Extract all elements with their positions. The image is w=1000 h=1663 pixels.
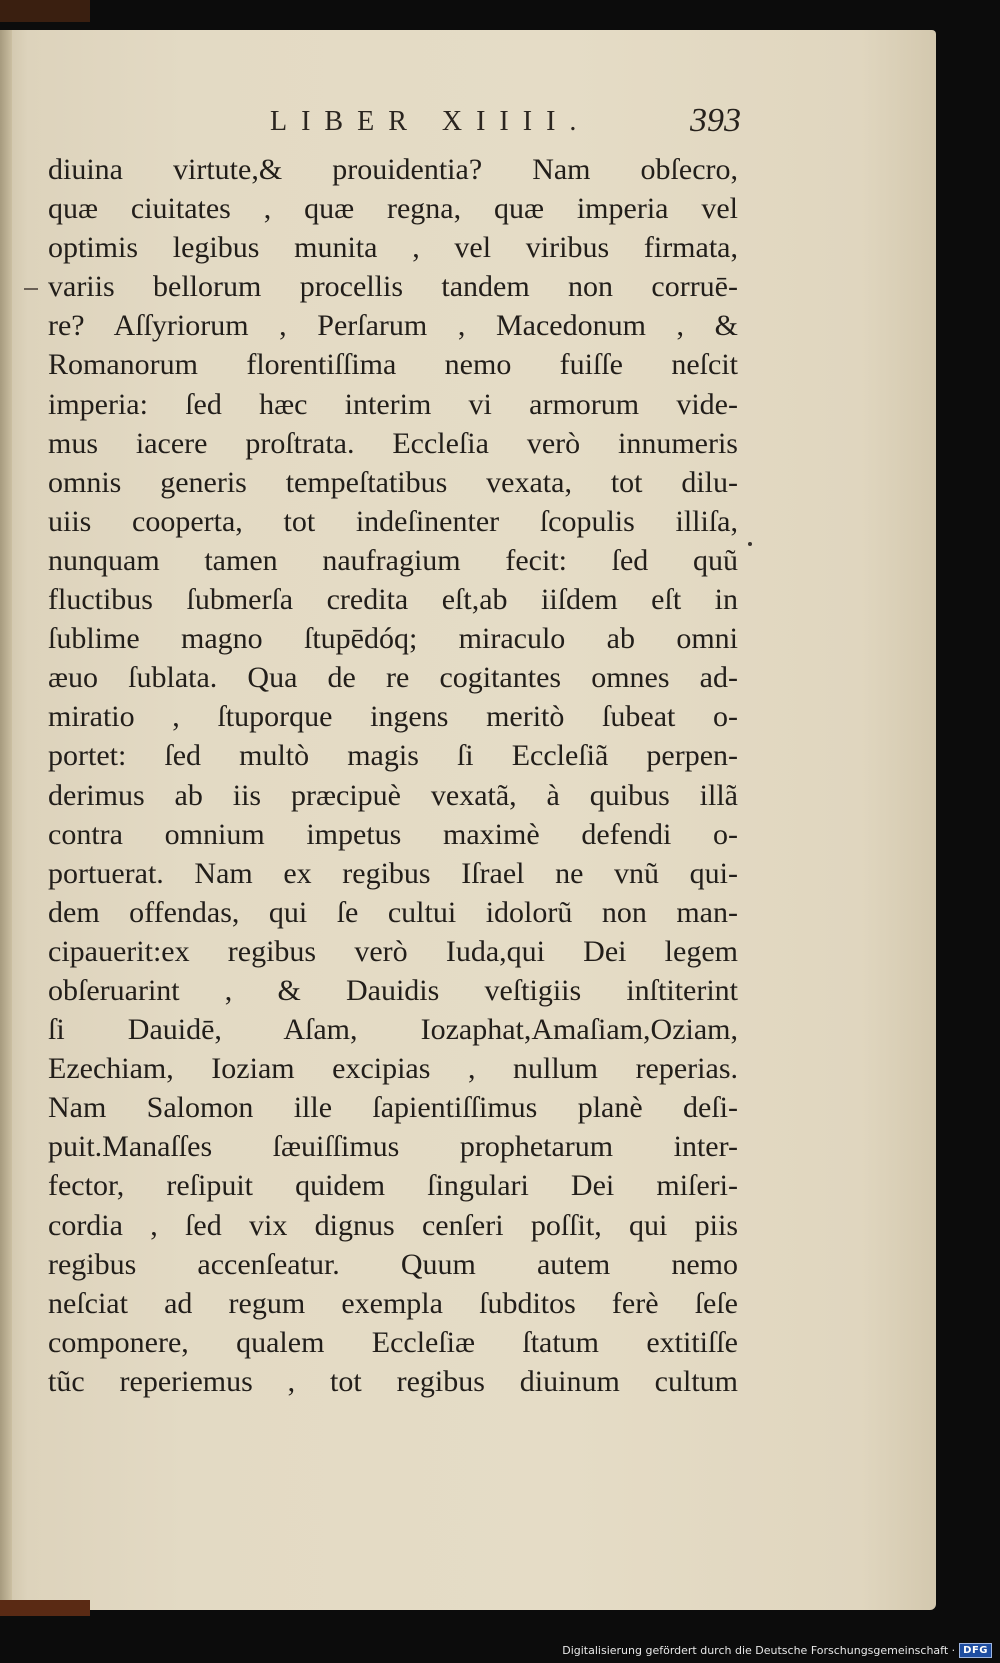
text-line: tũc reperiemus , tot regibus diuinum cultum: [48, 1364, 738, 1398]
text-line: cipauerit:ex regibus verò Iuda,qui Dei legem: [48, 934, 738, 968]
text-line: dem offendas, qui ſe cultui idolorũ non man-: [48, 895, 738, 929]
text-line: diuina virtute,& prouidentia? Nam obſecro,: [48, 153, 738, 186]
running-title: LIBER XIIII.: [270, 106, 591, 137]
text-line: omnis generis tempeſtatibus vexata, tot dilu-: [48, 465, 738, 499]
text-line: cordia , ſed vix dignus cenſeri poſſit, qui piis: [48, 1208, 738, 1242]
text-line: Nam Salomon ille ſapientiſſimus planè deſi-: [48, 1091, 738, 1125]
text-line: optimis legibus munita , vel viribus firmata,: [48, 231, 738, 265]
text-line: puit.Manaſſes ſæuiſſimus prophetarum inter-: [48, 1130, 738, 1164]
text-line: nunquam tamen naufragium fecit: ſed quũ: [48, 543, 738, 577]
text-line: regibus accenſeatur. Quum autem nemo: [48, 1247, 738, 1281]
text-line: neſciat ad regum exempla ſubditos ferè ſeſe: [48, 1286, 738, 1320]
page-header: [0, 102, 936, 152]
text-line: fector, reſipuit quidem ſingulari Dei miſeri-: [48, 1169, 738, 1203]
text-line: mus iacere proſtrata. Eccleſia verò innumeris: [48, 426, 738, 460]
text-line: portuerat. Nam ex regibus Iſrael ne vnũ qui-: [48, 856, 738, 890]
book-edge-bottom: [0, 1600, 90, 1616]
page-left-edge: [0, 30, 12, 1610]
book-edge-top: [0, 0, 90, 22]
book-page: [0, 30, 936, 1610]
text-line: obſeruarint , & Dauidis veſtigiis inſtiterint: [48, 973, 738, 1007]
text-line: Ezechiam, Ioziam excipias , nullum reperias.: [48, 1052, 738, 1086]
text-line: Romanorum florentiſſima nemo fuiſſe neſcit: [48, 348, 738, 382]
credit-text: Digitalisierung gefördert durch die Deutsche Forschungsgemeinschaft ·: [562, 1643, 956, 1657]
text-line: ſi Dauidē, Aſam, Iozaphat,Amaſiam,Oziam,: [48, 1013, 738, 1047]
dfg-logo-icon: DFG: [959, 1643, 992, 1658]
text-line: æuo ſublata. Qua de re cogitantes omnes ad-: [48, 661, 738, 695]
text-line: portet: ſed multò magis ſi Eccleſiã perpen-: [48, 739, 738, 773]
ink-dot: [748, 542, 752, 546]
text-line: miratio , ſtuporque ingens meritò ſubeat o-: [48, 700, 738, 734]
text-line: derimus ab iis præcipuè vexatã, à quibus illã: [48, 778, 738, 812]
text-line: re? Aſſyriorum , Perſarum , Macedonum , &: [48, 309, 738, 343]
body-text: [48, 150, 738, 1401]
text-line: contra omnium impetus maximè defendi o-: [48, 817, 738, 851]
text-line: uiis cooperta, tot indeſinenter ſcopulis illiſa,: [48, 504, 738, 538]
digitization-credit: [562, 1641, 992, 1659]
text-line: fluctibus ſubmerſa credita eſt,ab iiſdem eſt in: [48, 583, 738, 617]
text-line: quæ ciuitates , quæ regna, quæ imperia vel: [48, 192, 738, 226]
page-number: 393: [690, 102, 741, 139]
text-line: imperia: ſed hæc interim vi armorum vide-: [48, 387, 738, 421]
text-line: ſublime magno ſtupēdóq; miraculo ab omni: [48, 622, 738, 656]
text-line: componere, qualem Eccleſiæ ſtatum extitiſſe: [48, 1325, 738, 1359]
text-line: variis bellorum procellis tandem non corruē-: [48, 270, 738, 304]
margin-mark: [24, 288, 38, 290]
